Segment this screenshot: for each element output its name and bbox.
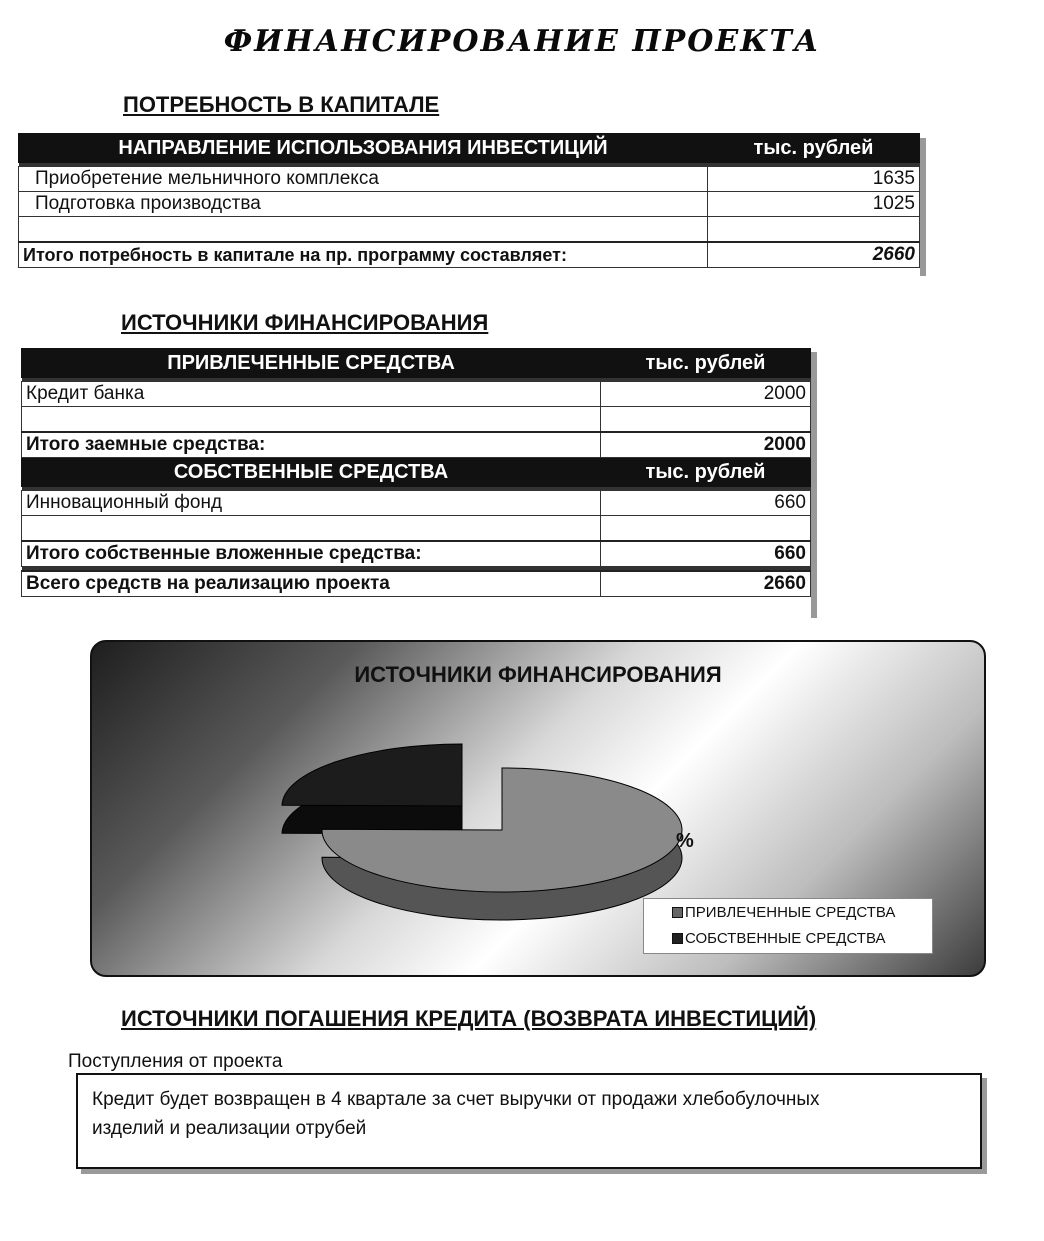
own-total-row <box>22 541 811 567</box>
grand-total-value: 2660 <box>601 571 811 597</box>
total-label: Итого потребность в капитале на пр. программу составляет: <box>19 242 708 268</box>
col-direction: НАПРАВЛЕНИЕ ИСПОЛЬЗОВАНИЯ ИНВЕСТИЦИЙ <box>19 134 708 163</box>
legend-swatch <box>672 907 683 918</box>
legend-item-borrowed <box>644 899 932 925</box>
note-line: Кредит будет возвращен в 4 квартале за счет выручки от продажи хлебобулочных <box>92 1089 820 1110</box>
capital-heading: ПОТРЕБНОСТЬ В КАПИТАЛЕ <box>123 92 440 117</box>
row-label: Инновационный фонд <box>22 491 601 516</box>
income-label: Поступления от проекта <box>68 1051 283 1072</box>
empty-row <box>22 516 811 542</box>
table-shadow <box>811 352 817 618</box>
own-title: СОБСТВЕННЫЕ СРЕДСТВА <box>22 458 601 487</box>
empty-row <box>22 407 811 433</box>
legend-label: СОБСТВЕННЫЕ СРЕДСТВА <box>685 929 886 947</box>
borrowed-unit: тыс. рублей <box>601 349 811 378</box>
chart-legend <box>643 898 933 954</box>
total-row <box>19 242 920 268</box>
note-line: изделий и реализации отрубей <box>92 1118 367 1139</box>
chart-title: ИСТОЧНИКИ ФИНАНСИРОВАНИЯ <box>354 662 722 687</box>
repayment-note <box>76 1073 982 1169</box>
empty-row <box>19 217 920 243</box>
legend-label: ПРИВЛЕЧЕННЫЕ СРЕДСТВА <box>685 903 896 921</box>
percent-label: % <box>676 830 694 852</box>
table-shadow <box>920 138 926 276</box>
grand-total-row <box>22 571 811 597</box>
total-value: 660 <box>601 541 811 567</box>
capital-table <box>18 133 920 268</box>
table-row <box>22 382 811 407</box>
col-unit: тыс. рублей <box>708 134 920 163</box>
borrowed-header <box>22 349 811 378</box>
total-label: Итого собственные вложенные средства: <box>22 541 601 567</box>
pie-chart-panel <box>90 640 986 977</box>
legend-swatch <box>672 933 683 944</box>
row-value: 660 <box>601 491 811 516</box>
pie-slice-own <box>282 744 462 806</box>
row-value: 1025 <box>708 192 920 217</box>
grand-total-label: Всего средств на реализацию проекта <box>22 571 601 597</box>
row-value: 2000 <box>601 382 811 407</box>
repayment-heading: ИСТОЧНИКИ ПОГАШЕНИЯ КРЕДИТА (ВОЗВРАТА ИНВЕСТИЦИЙ) <box>121 1006 817 1031</box>
table-row <box>19 167 920 192</box>
row-label: Подготовка производства <box>19 192 708 217</box>
table-row <box>22 491 811 516</box>
capital-table-header <box>19 134 920 163</box>
legend-item-own <box>644 925 932 951</box>
borrowed-title: ПРИВЛЕЧЕННЫЕ СРЕДСТВА <box>22 349 601 378</box>
table-row <box>19 192 920 217</box>
borrowed-total-row <box>22 432 811 458</box>
total-value: 2660 <box>708 242 920 268</box>
own-header <box>22 458 811 487</box>
row-label: Приобретение мельничного комплекса <box>19 167 708 192</box>
total-value: 2000 <box>601 432 811 458</box>
row-value: 1635 <box>708 167 920 192</box>
sources-table <box>21 348 811 597</box>
own-unit: тыс. рублей <box>601 458 811 487</box>
row-label: Кредит банка <box>22 382 601 407</box>
total-label: Итого заемные средства: <box>22 432 601 458</box>
sources-heading: ИСТОЧНИКИ ФИНАНСИРОВАНИЯ <box>121 310 489 335</box>
page-title: ФИНАНСИРОВАНИЕ ПРОЕКТА <box>223 24 821 59</box>
